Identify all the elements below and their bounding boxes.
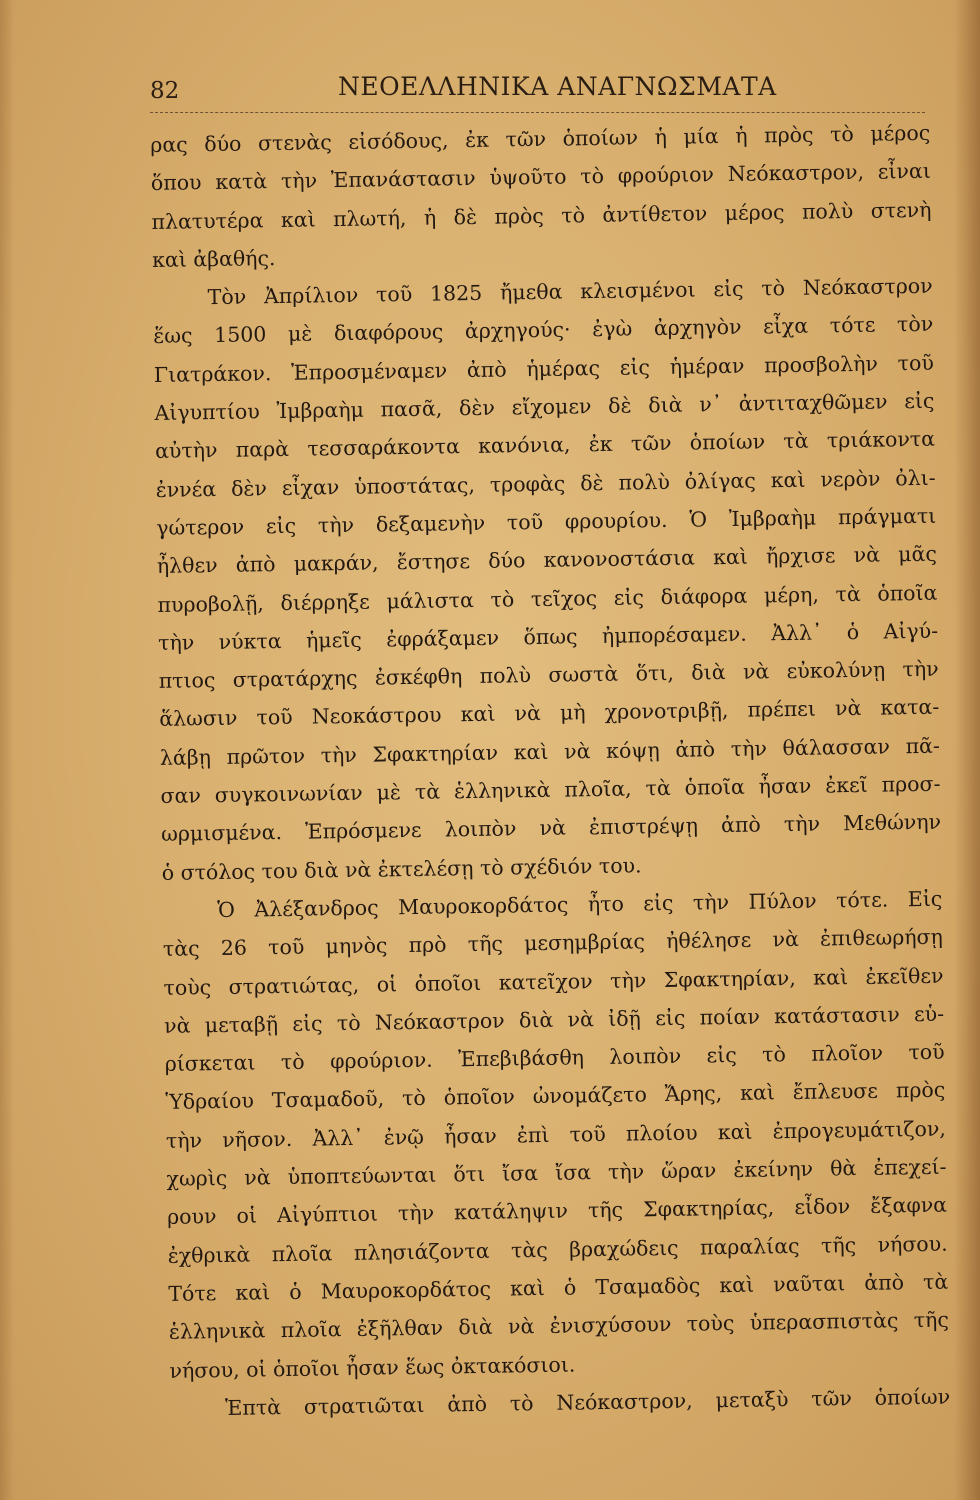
text-line: νὰ μεταβῇ εἰς τὸ Νεόκαστρον διὰ νὰ ἰδῇ εἰς ποίαν κατάστασιν εὑ-: [163, 1001, 945, 1038]
text-line: Ἑπτὰ στρατιῶται ἀπὸ τὸ Νεόκαστρον, μεταξὺ τῶν ὁποίων: [224, 1384, 951, 1420]
text-line: τὴν νῆσον. Ἀλλ᾿ ἐνῷ ἦσαν ἐπὶ τοῦ πλοίου καὶ ἐπρογευμάτιζον,: [165, 1116, 947, 1153]
text-line: χωρὶς νὰ ὑποπτεύωνται ὅτι ἴσα ἴσα τὴν ὥραν ἐκείνην θὰ ἐπεχεί-: [166, 1154, 947, 1191]
text-line: Ὑδραίου Τσαμαδοῦ, τὸ ὁποῖον ὠνομάζετο Ἄρης, καὶ ἔπλευσε πρὸς: [165, 1078, 946, 1115]
text-line: ρίσκεται τὸ φρούριον. Ἐπεβιβάσθη λοιπὸν εἰς τὸ πλοῖον τοῦ: [164, 1039, 945, 1077]
text-line: αὐτὴν παρὰ τεσσαράκοντα κανόνια, ἐκ τῶν ὁποίων τὰ τριάκοντα: [154, 427, 936, 464]
text-line: ὅπου κατὰ τὴν Ἐπανάστασιν ὑψοῦτο τὸ φρούριον Νεόκαστρον, εἶναι: [150, 159, 931, 196]
text-line: λάβῃ πρῶτον τὴν Σφακτηρίαν καὶ νὰ κόψῃ ἀπὸ τὴν θάλασσαν πᾶ-: [159, 733, 941, 770]
text-line: ὁ στόλος του διὰ νὰ ἐκτελέσῃ τὸ σχέδιόν του.: [161, 853, 642, 885]
text-line: ἦλθεν ἀπὸ μακράν, ἔστησε δύο κανονοστάσια καὶ ἤρχισε νὰ μᾶς: [156, 541, 938, 579]
text-line: ἕως 1500 μὲ διαφόρους ἀρχηγούς· ἐγὼ ἀρχηγὸν εἶχα τότε τὸν: [153, 312, 934, 349]
text-line: Αἰγυπτίου Ἰμβραὴμ πασᾶ, δὲν εἴχομεν δὲ διὰ ν᾿ ἀντιταχθῶμεν εἰς: [154, 388, 935, 426]
page-left-edge-shadow: [0, 0, 14, 1500]
text-line: Τὸν Ἀπρίλιον τοῦ 1825 ἤμεθα κλεισμένοι εἰς τὸ Νεόκαστρον: [207, 273, 933, 310]
text-line: τοὺς στρατιώτας, οἱ ὁποῖοι κατεῖχον τὴν Σφακτηρίαν, καὶ ἐκεῖθεν: [163, 963, 944, 1000]
text-line: πλατυτέρα καὶ πλωτή, ἡ δὲ πρὸς τὸ ἀντίθετον μέρος πολὺ στενὴ: [151, 197, 932, 234]
page-header: [150, 70, 930, 110]
text-line: καὶ ἀβαθής.: [151, 245, 276, 272]
text-line: σαν συγκοινωνίαν μὲ τὰ ἑλληνικὰ πλοῖα, τὰ ὁποῖα ἦσαν ἐκεῖ προσ-: [160, 771, 941, 808]
text-line: ρας δύο στενὰς εἰσόδους, ἐκ τῶν ὁποίων ἡ μία ἡ πρὸς τὸ μέρος: [150, 120, 931, 157]
text-line: Ὁ Ἀλέξανδρος Μαυροκορδάτος ἦτο εἰς τὴν Πύλον τότε. Εἰς: [217, 886, 943, 922]
body-text: [150, 114, 950, 1428]
text-line: Γιατράκον. Ἐπροσμέναμεν ἀπὸ ἡμέρας εἰς ἡμέραν προσβολὴν τοῦ: [153, 350, 934, 387]
text-line: ἑλληνικὰ πλοῖα ἐξῆλθαν διὰ νὰ ἐνισχύσουν τοὺς ὑπερασπιστὰς τῆς: [168, 1307, 950, 1345]
text-line: πτιος στρατάρχης ἐσκέφθη πολὺ σωστὰ ὅτι, διὰ νὰ εὐκολύνῃ τὴν: [158, 656, 939, 694]
text-line: τὴν νύκτα ἡμεῖς ἐφράξαμεν ὅπως ἠμπορέσαμεν. Ἀλλ᾿ ὁ Αἰγύ-: [157, 618, 939, 655]
text-line: ἅλωσιν τοῦ Νεοκάστρου καὶ νὰ μὴ χρονοτριβῇ, πρέπει νὰ κατα-: [159, 695, 940, 732]
running-title: ΝΕΟΕΛΛΗΝΙΚΑ ΑΝΑΓΝΩΣΜΑΤΑ: [338, 72, 777, 101]
text-line: ωρμισμένα. Ἐπρόσμενε λοιπὸν νὰ ἐπιστρέψῃ ἀπὸ τὴν Μεθώνην: [160, 810, 942, 847]
text-line: γώτερον εἰς τὴν δεξαμενὴν τοῦ φρουρίου. Ὁ Ἰμβραὴμ πράγματι: [156, 503, 937, 540]
text-line: πυροβολῇ, διέρρηξε μάλιστα τὸ τεῖχος εἰς διάφορα μέρη, τὰ ὁποῖα: [157, 580, 938, 617]
page-number: 82: [150, 78, 180, 104]
text-line: νήσου, οἱ ὁποῖοι ἦσαν ἕως ὀκτακόσιοι.: [169, 1351, 576, 1383]
text-line: ἐννέα δὲν εἶχαν ὑποστάτας, τροφὰς δὲ πολὺ ὀλίγας καὶ νερὸν ὀλι-: [155, 465, 936, 502]
text-line: τὰς 26 τοῦ μηνὸς πρὸ τῆς μεσημβρίας ἠθέλησε νὰ ἐπιθεωρήσῃ: [162, 924, 944, 962]
text-line: ἐχθρικὰ πλοῖα πλησιάζοντα τὰς βραχώδεις παραλίας τῆς νήσου.: [167, 1231, 948, 1268]
page-right-edge-shadow: [954, 0, 980, 1500]
header-rule: [150, 112, 925, 113]
text-line: Τότε καὶ ὁ Μαυροκορδάτος καὶ ὁ Τσαμαδὸς καὶ ναῦται ἀπὸ τὰ: [168, 1269, 949, 1306]
text-line: ρουν οἱ Αἰγύπτιοι τὴν κατάληψιν τῆς Σφακτηρίας, εἶδον ἔξαφνα: [166, 1192, 948, 1230]
